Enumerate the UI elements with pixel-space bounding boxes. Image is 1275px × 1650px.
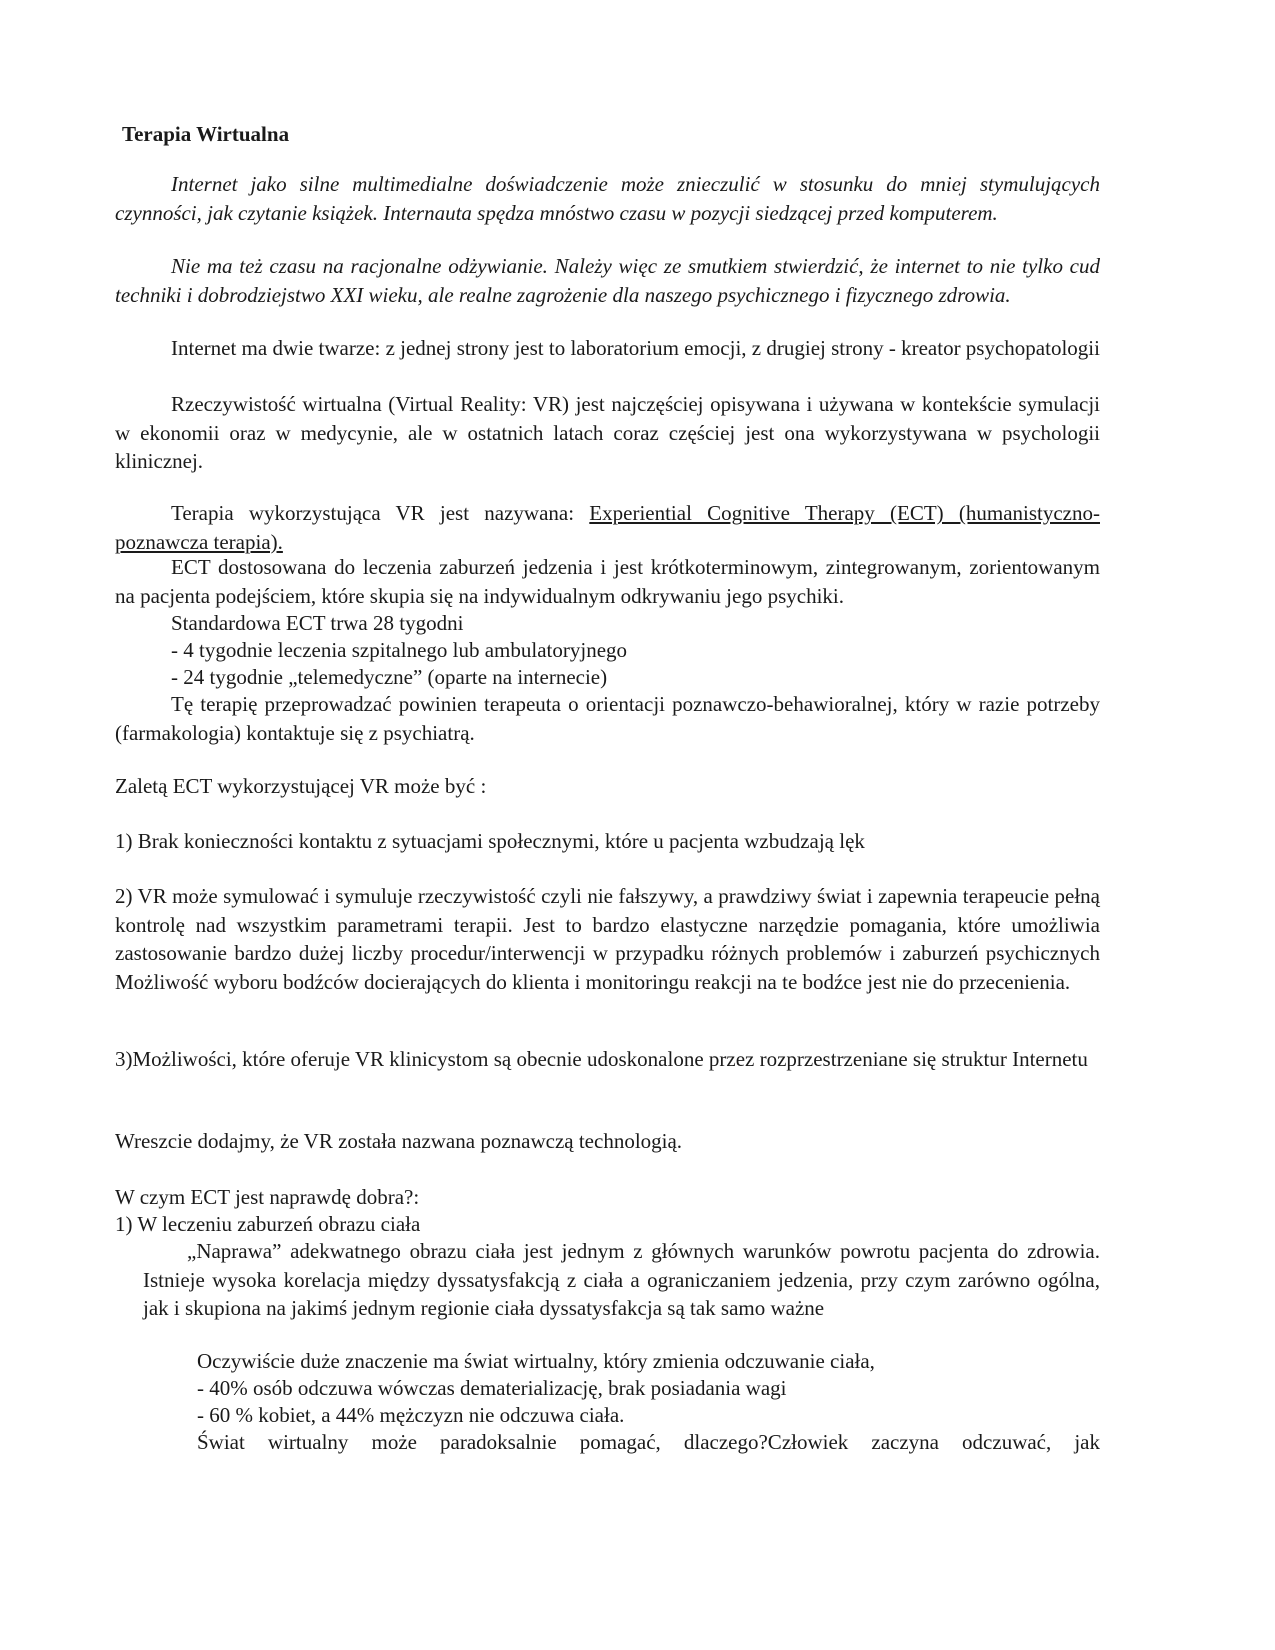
ect-duration: Standardowa ECT trwa 28 tygodni (171, 611, 464, 635)
ect-definition (115, 499, 1100, 556)
ect-definition-lead: Terapia wykorzystująca VR jest nazywana: (171, 501, 590, 525)
advantages-closing: Wreszcie dodajmy, że VR została nazwana poznawczą technologią. (115, 1129, 683, 1153)
good-at-item-1: 1) W leczeniu zaburzeń obrazu ciała (115, 1212, 421, 1236)
document-title: Terapia Wirtualna (122, 122, 290, 146)
intro-paragraph-4: Rzeczywistość wirtualna (Virtual Reality: VR) jest najczęściej opisywana i używana w kontekście symulacji w ekonomii oraz w medycynie, ale w ostatnich latach coraz częściej jest ona wykorzystywana w psychologii klinicznej. (115, 392, 1100, 473)
good-at-list-item-2: - 60 % kobiet, a 44% mężczyzn nie odczuwa ciała. (197, 1403, 625, 1427)
good-at-list-item-1: - 40% osób odczuwa wówczas dematerializację, brak posiadania wagi (197, 1376, 787, 1400)
ect-list-item-2: - 24 tygodnie „telemedyczne” (oparte na internecie) (171, 665, 608, 689)
good-at-paragraph-1: „Naprawa” adekwatnego obrazu ciała jest jednym z głównych warunków powrotu pacjenta do zdrowia. Istnieje wysoka korelacja między dyssatysfakcją z ciała a ograniczaniem jedzenia, przy czym zarówno ogólna, jak i skupiona na jakimś jednym regionie ciała dyssatysfakcja są tak samo ważne (143, 1239, 1100, 1320)
good-at-paragraph-3: Świat wirtualny może paradoksalnie pomagać, dlaczego?Człowiek zaczyna odczuwać, jak (197, 1430, 1100, 1454)
good-at-paragraph-2: Oczywiście duże znaczenie ma świat wirtualny, który zmienia odczuwanie ciała, (197, 1349, 875, 1373)
advantage-item-3: 3)Możliwości, które oferuje VR klinicystom są obecnie udoskonalone przez rozprzestrzeniane się struktur Internetu (115, 1047, 1088, 1071)
intro-paragraph-3: Internet ma dwie twarze: z jednej strony jest to laboratorium emocji, z drugiej strony - kreator psychopatologii (171, 336, 1100, 360)
ect-list-item-1: - 4 tygodnie leczenia szpitalnego lub ambulatoryjnego (171, 638, 628, 662)
ect-paragraph-2: Tę terapię przeprowadzać powinien terapeuta o orientacji poznawczo-behawioralnej, który w razie potrzeby (farmakologia) kontaktuje się z psychiatrą. (115, 692, 1100, 745)
advantages-heading: Zaletą ECT wykorzystującej VR może być : (115, 774, 487, 798)
intro-paragraph-1: Internet jako silne multimedialne doświadczenie może znieczulić w stosunku do mniej stymulujących czynności, jak czytanie książek. Internauta spędza mnóstwo czasu w pozycji siedzącej przed komputerem. (115, 172, 1100, 225)
advantage-item-2: 2) VR może symulować i symuluje rzeczywistość czyli nie fałszywy, a prawdziwy świat i zapewnia terapeucie pełną kontrolę nad wszystkim parametrami terapii. Jest to bardzo elastyczne narzędzie pomagania, które umożliwia zastosowanie bardzo dużej liczby procedur/interwencji w przypadku różnych problemów i zaburzeń psychicznych Możliwość wyboru bodźców docierających do klienta i monitoringu reakcji na te bodźce jest nie do przecenienia. (115, 884, 1100, 994)
ect-term-link: Experiential Cognitive Therapy (ECT) (humanistyczno-poznawcza terapia). (115, 501, 1100, 554)
ect-paragraph-1: ECT dostosowana do leczenia zaburzeń jedzenia i jest krótkoterminowym, zintegrowanym, zorientowanym na pacjenta podejściem, które skupia się na indywidualnym odkrywaniu jego psychiki. (115, 555, 1100, 608)
good-at-heading: W czym ECT jest naprawdę dobra?: (115, 1185, 420, 1209)
advantage-item-1: 1) Brak konieczności kontaktu z sytuacjami społecznymi, które u pacjenta wzbudzają lęk (115, 829, 865, 853)
intro-paragraph-2: Nie ma też czasu na racjonalne odżywianie. Należy więc ze smutkiem stwierdzić, że internet to nie tylko cud techniki i dobrodziejstwo XXI wieku, ale realne zagrożenie dla naszego psychicznego i fizycznego zdrowia. (115, 254, 1100, 307)
